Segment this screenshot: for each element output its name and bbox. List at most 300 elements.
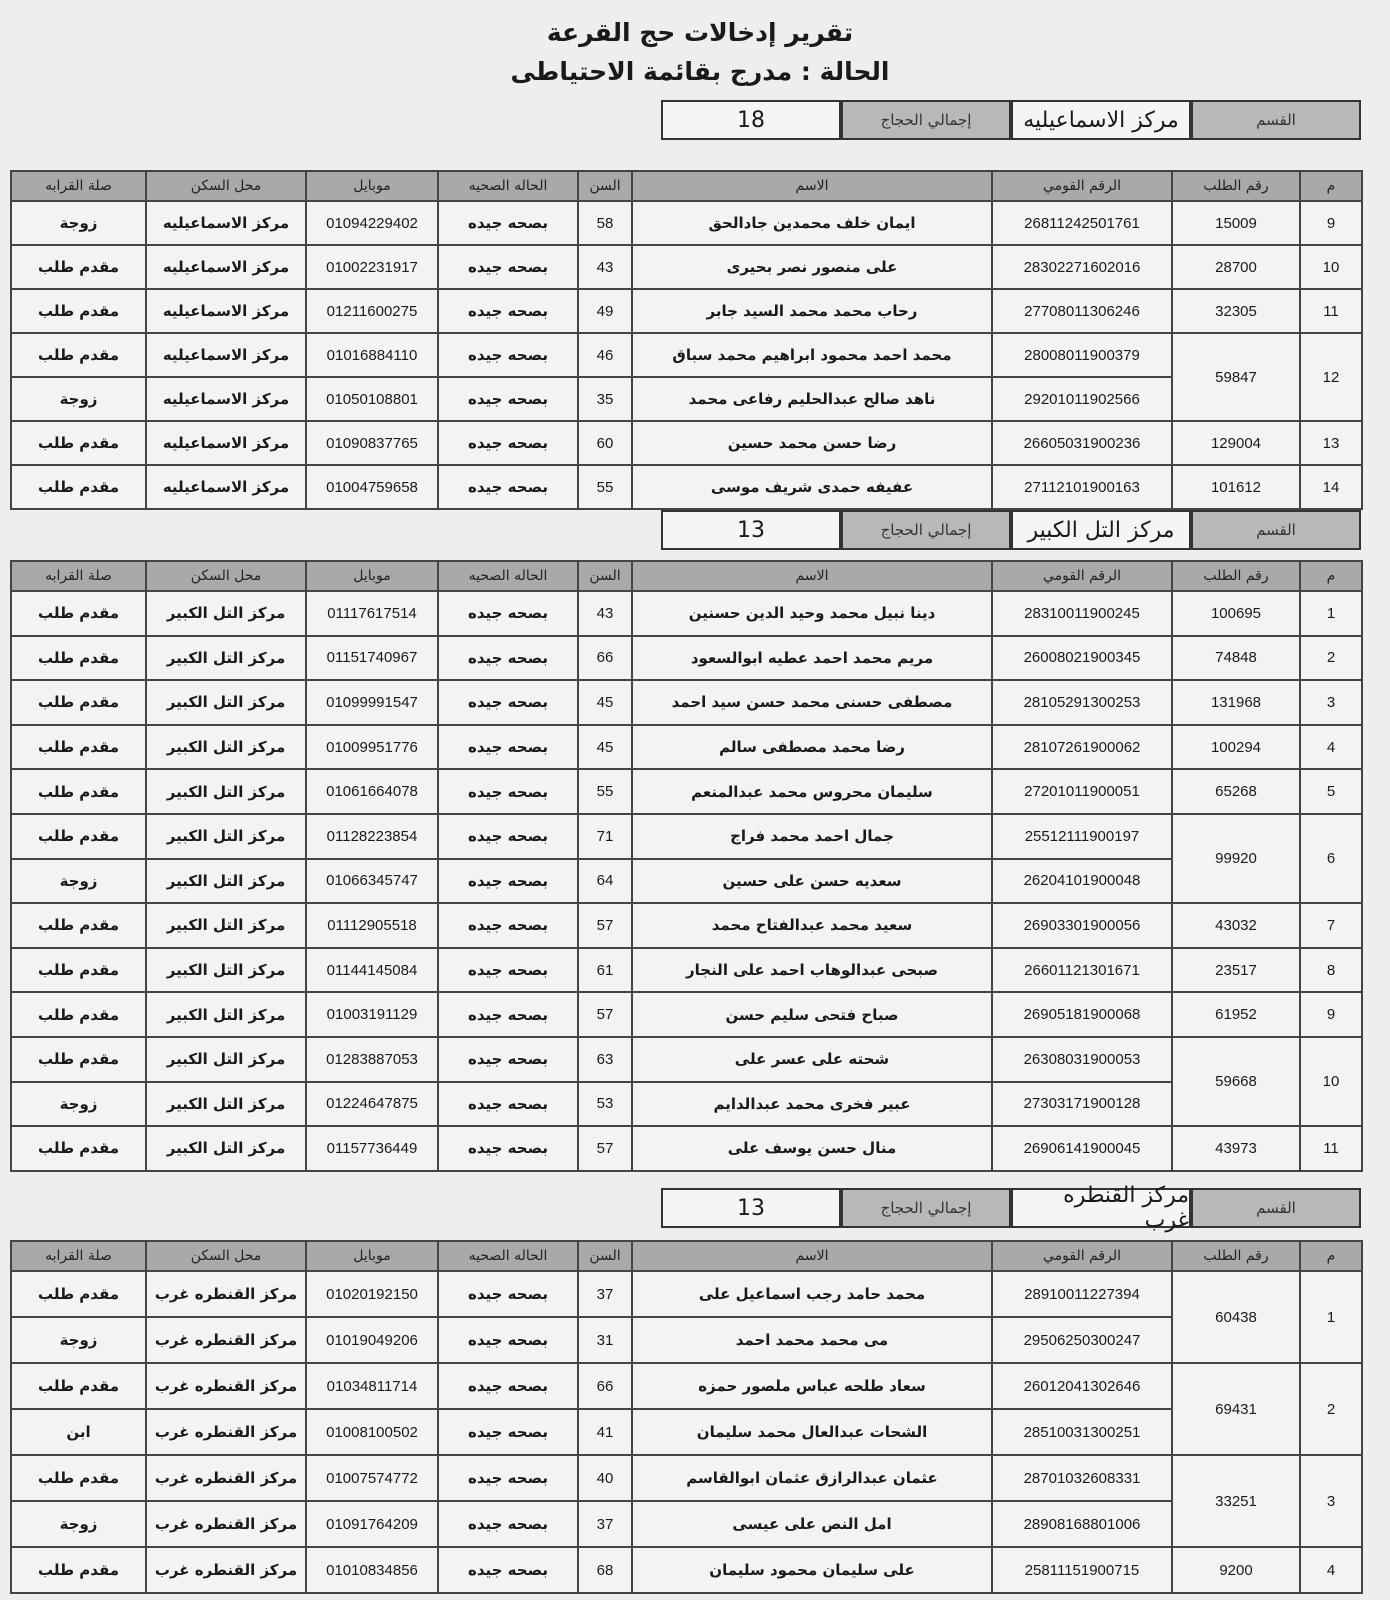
column-header: موبايل xyxy=(306,1241,438,1271)
table-row xyxy=(11,859,1362,904)
column-header: رقم الطلب xyxy=(1172,171,1300,201)
table-row xyxy=(11,903,1362,948)
sequence-cell: 13 xyxy=(1300,421,1362,465)
total-label: إجمالي الحجاج xyxy=(841,510,1011,550)
residence-cell: مركز القنطره غرب xyxy=(146,1501,306,1547)
name-cell: ناهد صالح عبدالحليم رفاعى محمد xyxy=(632,377,992,421)
mobile-cell: 01007574772 xyxy=(306,1455,438,1501)
column-header: م xyxy=(1300,1241,1362,1271)
mobile-cell: 01117617514 xyxy=(306,591,438,636)
mobile-cell: 01144145084 xyxy=(306,948,438,993)
national-id-cell: 29201011902566 xyxy=(992,377,1172,421)
column-header: الاسم xyxy=(632,561,992,591)
name-cell: الشحات عبدالعال محمد سليمان xyxy=(632,1409,992,1455)
relation-cell: ابن xyxy=(11,1409,146,1455)
mobile-cell: 01090837765 xyxy=(306,421,438,465)
table-row xyxy=(11,1409,1362,1455)
national-id-cell: 28008011900379 xyxy=(992,333,1172,377)
relation-cell: مقدم طلب xyxy=(11,1547,146,1593)
health-cell: بصحه جيده xyxy=(438,377,578,421)
mobile-cell: 01061664078 xyxy=(306,769,438,814)
residence-cell: مركز التل الكبير xyxy=(146,1082,306,1127)
national-id-cell: 28908168801006 xyxy=(992,1501,1172,1547)
request-number-cell: 101612 xyxy=(1172,465,1300,509)
mobile-cell: 01066345747 xyxy=(306,859,438,904)
section-label: القسم xyxy=(1191,1188,1361,1228)
column-header: السن xyxy=(578,561,632,591)
mobile-cell: 01020192150 xyxy=(306,1271,438,1317)
national-id-cell: 27112101900163 xyxy=(992,465,1172,509)
residence-cell: مركز التل الكبير xyxy=(146,948,306,993)
table-row xyxy=(11,591,1362,636)
health-cell: بصحه جيده xyxy=(438,636,578,681)
age-cell: 66 xyxy=(578,1363,632,1409)
mobile-cell: 01034811714 xyxy=(306,1363,438,1409)
residence-cell: مركز الاسماعيليه xyxy=(146,421,306,465)
name-cell: سليمان محروس محمد عبدالمنعم xyxy=(632,769,992,814)
request-number-cell: 59847 xyxy=(1172,333,1300,421)
sequence-cell: 9 xyxy=(1300,992,1362,1037)
health-cell: بصحه جيده xyxy=(438,1363,578,1409)
section-label: القسم xyxy=(1191,100,1361,140)
health-cell: بصحه جيده xyxy=(438,1082,578,1127)
age-cell: 58 xyxy=(578,201,632,245)
relation-cell: زوجة xyxy=(11,1317,146,1363)
relation-cell: مقدم طلب xyxy=(11,1271,146,1317)
sequence-cell: 1 xyxy=(1300,1271,1362,1363)
table-row xyxy=(11,1317,1362,1363)
request-number-cell: 100294 xyxy=(1172,725,1300,770)
name-cell: سعديه حسن على حسين xyxy=(632,859,992,904)
column-header: محل السكن xyxy=(146,561,306,591)
column-header: م xyxy=(1300,561,1362,591)
name-cell: مصطفى حسنى محمد حسن سيد احمد xyxy=(632,680,992,725)
mobile-cell: 01224647875 xyxy=(306,1082,438,1127)
national-id-cell: 26601121301671 xyxy=(992,948,1172,993)
mobile-cell: 01019049206 xyxy=(306,1317,438,1363)
table-row xyxy=(11,289,1362,333)
sequence-cell: 3 xyxy=(1300,1455,1362,1547)
age-cell: 63 xyxy=(578,1037,632,1082)
name-cell: سعاد طلحه عباس ملصور حمزه xyxy=(632,1363,992,1409)
mobile-cell: 01211600275 xyxy=(306,289,438,333)
table-row xyxy=(11,769,1362,814)
mobile-cell: 01003191129 xyxy=(306,992,438,1037)
section-header xyxy=(661,510,1361,552)
national-id-cell: 26204101900048 xyxy=(992,859,1172,904)
relation-cell: مقدم طلب xyxy=(11,421,146,465)
sequence-cell: 10 xyxy=(1300,1037,1362,1126)
header-row xyxy=(11,561,1362,591)
residence-cell: مركز الاسماعيليه xyxy=(146,289,306,333)
residence-cell: مركز الاسماعيليه xyxy=(146,465,306,509)
sequence-cell: 12 xyxy=(1300,333,1362,421)
sequence-cell: 7 xyxy=(1300,903,1362,948)
name-cell: صباح فتحى سليم حسن xyxy=(632,992,992,1037)
residence-cell: مركز الاسماعيليه xyxy=(146,201,306,245)
national-id-cell: 25811151900715 xyxy=(992,1547,1172,1593)
request-number-cell: 129004 xyxy=(1172,421,1300,465)
residence-cell: مركز القنطره غرب xyxy=(146,1409,306,1455)
relation-cell: مقدم طلب xyxy=(11,769,146,814)
residence-cell: مركز التل الكبير xyxy=(146,769,306,814)
column-header: رقم الطلب xyxy=(1172,1241,1300,1271)
sequence-cell: 11 xyxy=(1300,1126,1362,1171)
national-id-cell: 26905181900068 xyxy=(992,992,1172,1037)
table-row xyxy=(11,1455,1362,1501)
residence-cell: مركز التل الكبير xyxy=(146,859,306,904)
relation-cell: مقدم طلب xyxy=(11,992,146,1037)
relation-cell: مقدم طلب xyxy=(11,814,146,859)
column-header: صلة القرابه xyxy=(11,561,146,591)
health-cell: بصحه جيده xyxy=(438,725,578,770)
age-cell: 60 xyxy=(578,421,632,465)
mobile-cell: 01157736449 xyxy=(306,1126,438,1171)
relation-cell: زوجة xyxy=(11,859,146,904)
name-cell: مريم محمد احمد عطيه ابوالسعود xyxy=(632,636,992,681)
national-id-cell: 26903301900056 xyxy=(992,903,1172,948)
sequence-cell: 6 xyxy=(1300,814,1362,903)
request-number-cell: 69431 xyxy=(1172,1363,1300,1455)
column-header: الرقم القومي xyxy=(992,1241,1172,1271)
request-number-cell: 99920 xyxy=(1172,814,1300,903)
mobile-cell: 01016884110 xyxy=(306,333,438,377)
relation-cell: مقدم طلب xyxy=(11,1126,146,1171)
health-cell: بصحه جيده xyxy=(438,680,578,725)
health-cell: بصحه جيده xyxy=(438,289,578,333)
request-number-cell: 43032 xyxy=(1172,903,1300,948)
column-header: م xyxy=(1300,171,1362,201)
name-cell: ايمان خلف محمدين جادالحق xyxy=(632,201,992,245)
relation-cell: مقدم طلب xyxy=(11,948,146,993)
age-cell: 46 xyxy=(578,333,632,377)
sequence-cell: 8 xyxy=(1300,948,1362,993)
age-cell: 57 xyxy=(578,1126,632,1171)
age-cell: 45 xyxy=(578,680,632,725)
sequence-cell: 4 xyxy=(1300,725,1362,770)
column-header: الحاله الصحيه xyxy=(438,1241,578,1271)
health-cell: بصحه جيده xyxy=(438,1271,578,1317)
name-cell: مى محمد محمد احمد xyxy=(632,1317,992,1363)
table-row xyxy=(11,992,1362,1037)
health-cell: بصحه جيده xyxy=(438,1501,578,1547)
national-id-cell: 28107261900062 xyxy=(992,725,1172,770)
name-cell: شحته على عسر على xyxy=(632,1037,992,1082)
age-cell: 66 xyxy=(578,636,632,681)
health-cell: بصحه جيده xyxy=(438,245,578,289)
relation-cell: مقدم طلب xyxy=(11,636,146,681)
relation-cell: زوجة xyxy=(11,201,146,245)
national-id-cell: 28510031300251 xyxy=(992,1409,1172,1455)
mobile-cell: 01050108801 xyxy=(306,377,438,421)
mobile-cell: 01091764209 xyxy=(306,1501,438,1547)
relation-cell: مقدم طلب xyxy=(11,1037,146,1082)
table-row xyxy=(11,201,1362,245)
mobile-cell: 01094229402 xyxy=(306,201,438,245)
health-cell: بصحه جيده xyxy=(438,903,578,948)
column-header: الاسم xyxy=(632,1241,992,1271)
sequence-cell: 1 xyxy=(1300,591,1362,636)
mobile-cell: 01151740967 xyxy=(306,636,438,681)
name-cell: عفيفه حمدى شريف موسى xyxy=(632,465,992,509)
table-row xyxy=(11,725,1362,770)
health-cell: بصحه جيده xyxy=(438,992,578,1037)
section-header xyxy=(661,1183,1361,1233)
health-cell: بصحه جيده xyxy=(438,333,578,377)
section-label: القسم xyxy=(1191,510,1361,550)
age-cell: 35 xyxy=(578,377,632,421)
health-cell: بصحه جيده xyxy=(438,465,578,509)
age-cell: 55 xyxy=(578,769,632,814)
name-cell: عبير فخرى محمد عبدالدايم xyxy=(632,1082,992,1127)
age-cell: 57 xyxy=(578,992,632,1037)
health-cell: بصحه جيده xyxy=(438,421,578,465)
total-value: 18 xyxy=(661,100,841,140)
residence-cell: مركز القنطره غرب xyxy=(146,1363,306,1409)
name-cell: عثمان عبدالرازق عثمان ابوالقاسم xyxy=(632,1455,992,1501)
table-row xyxy=(11,680,1362,725)
request-number-cell: 43973 xyxy=(1172,1126,1300,1171)
relation-cell: زوجة xyxy=(11,1501,146,1547)
health-cell: بصحه جيده xyxy=(438,1547,578,1593)
age-cell: 64 xyxy=(578,859,632,904)
relation-cell: مقدم طلب xyxy=(11,465,146,509)
table-row xyxy=(11,1082,1362,1127)
column-header: الاسم xyxy=(632,171,992,201)
national-id-cell: 28105291300253 xyxy=(992,680,1172,725)
relation-cell: مقدم طلب xyxy=(11,680,146,725)
column-header: محل السكن xyxy=(146,171,306,201)
age-cell: 68 xyxy=(578,1547,632,1593)
section-table xyxy=(10,1240,1363,1594)
header-row xyxy=(11,1241,1362,1271)
table-row xyxy=(11,245,1362,289)
national-id-cell: 26012041302646 xyxy=(992,1363,1172,1409)
national-id-cell: 26906141900045 xyxy=(992,1126,1172,1171)
name-cell: سعيد محمد عبدالفتاح محمد xyxy=(632,903,992,948)
health-cell: بصحه جيده xyxy=(438,1126,578,1171)
residence-cell: مركز الاسماعيليه xyxy=(146,245,306,289)
name-cell: منال حسن يوسف على xyxy=(632,1126,992,1171)
report-title-block xyxy=(430,18,970,86)
age-cell: 41 xyxy=(578,1409,632,1455)
name-cell: على سليمان محمود سليمان xyxy=(632,1547,992,1593)
age-cell: 37 xyxy=(578,1271,632,1317)
age-cell: 71 xyxy=(578,814,632,859)
mobile-cell: 01010834856 xyxy=(306,1547,438,1593)
age-cell: 61 xyxy=(578,948,632,993)
relation-cell: مقدم طلب xyxy=(11,725,146,770)
relation-cell: زوجة xyxy=(11,1082,146,1127)
section-name: مركز التل الكبير xyxy=(1011,510,1191,550)
age-cell: 49 xyxy=(578,289,632,333)
residence-cell: مركز التل الكبير xyxy=(146,725,306,770)
age-cell: 40 xyxy=(578,1455,632,1501)
section-header xyxy=(661,100,1361,142)
mobile-cell: 01128223854 xyxy=(306,814,438,859)
residence-cell: مركز التل الكبير xyxy=(146,680,306,725)
table-row xyxy=(11,1037,1362,1082)
table-row xyxy=(11,1271,1362,1317)
sequence-cell: 2 xyxy=(1300,1363,1362,1455)
national-id-cell: 26811242501761 xyxy=(992,201,1172,245)
report-title: تقرير إدخالات حج القرعة xyxy=(546,18,854,47)
national-id-cell: 26605031900236 xyxy=(992,421,1172,465)
national-id-cell: 29506250300247 xyxy=(992,1317,1172,1363)
mobile-cell: 01009951776 xyxy=(306,725,438,770)
age-cell: 37 xyxy=(578,1501,632,1547)
table-row xyxy=(11,377,1362,421)
age-cell: 43 xyxy=(578,245,632,289)
request-number-cell: 32305 xyxy=(1172,289,1300,333)
relation-cell: مقدم طلب xyxy=(11,1363,146,1409)
sequence-cell: 9 xyxy=(1300,201,1362,245)
residence-cell: مركز التل الكبير xyxy=(146,1126,306,1171)
column-header: صلة القرابه xyxy=(11,171,146,201)
age-cell: 57 xyxy=(578,903,632,948)
header-row xyxy=(11,171,1362,201)
name-cell: دينا نبيل محمد وحيد الدين حسنين xyxy=(632,591,992,636)
national-id-cell: 28310011900245 xyxy=(992,591,1172,636)
health-cell: بصحه جيده xyxy=(438,1037,578,1082)
request-number-cell: 74848 xyxy=(1172,636,1300,681)
column-header: رقم الطلب xyxy=(1172,561,1300,591)
name-cell: صبحى عبدالوهاب احمد على النجار xyxy=(632,948,992,993)
health-cell: بصحه جيده xyxy=(438,769,578,814)
age-cell: 53 xyxy=(578,1082,632,1127)
name-cell: جمال احمد محمد فراج xyxy=(632,814,992,859)
health-cell: بصحه جيده xyxy=(438,859,578,904)
request-number-cell: 28700 xyxy=(1172,245,1300,289)
mobile-cell: 01283887053 xyxy=(306,1037,438,1082)
column-header: الرقم القومي xyxy=(992,561,1172,591)
national-id-cell: 28910011227394 xyxy=(992,1271,1172,1317)
relation-cell: زوجة xyxy=(11,377,146,421)
name-cell: على منصور نصر بحيرى xyxy=(632,245,992,289)
section-table xyxy=(10,170,1363,510)
name-cell: رحاب محمد محمد السيد جابر xyxy=(632,289,992,333)
relation-cell: مقدم طلب xyxy=(11,245,146,289)
table-row xyxy=(11,814,1362,859)
request-number-cell: 15009 xyxy=(1172,201,1300,245)
report-status: الحالة : مدرج بقائمة الاحتياطى xyxy=(510,57,890,86)
column-header: السن xyxy=(578,1241,632,1271)
age-cell: 45 xyxy=(578,725,632,770)
request-number-cell: 61952 xyxy=(1172,992,1300,1037)
national-id-cell: 26308031900053 xyxy=(992,1037,1172,1082)
relation-cell: مقدم طلب xyxy=(11,333,146,377)
sequence-cell: 10 xyxy=(1300,245,1362,289)
table-row xyxy=(11,1501,1362,1547)
relation-cell: مقدم طلب xyxy=(11,591,146,636)
mobile-cell: 01112905518 xyxy=(306,903,438,948)
residence-cell: مركز التل الكبير xyxy=(146,992,306,1037)
sequence-cell: 11 xyxy=(1300,289,1362,333)
section-name: مركز الاسماعيليه xyxy=(1011,100,1191,140)
request-number-cell: 131968 xyxy=(1172,680,1300,725)
name-cell: امل النص على عيسى xyxy=(632,1501,992,1547)
table-row xyxy=(11,1363,1362,1409)
request-number-cell: 33251 xyxy=(1172,1455,1300,1547)
relation-cell: مقدم طلب xyxy=(11,289,146,333)
health-cell: بصحه جيده xyxy=(438,1317,578,1363)
national-id-cell: 26008021900345 xyxy=(992,636,1172,681)
column-header: محل السكن xyxy=(146,1241,306,1271)
column-header: صلة القرابه xyxy=(11,1241,146,1271)
residence-cell: مركز التل الكبير xyxy=(146,1037,306,1082)
request-number-cell: 60438 xyxy=(1172,1271,1300,1363)
sequence-cell: 14 xyxy=(1300,465,1362,509)
mobile-cell: 01004759658 xyxy=(306,465,438,509)
residence-cell: مركز القنطره غرب xyxy=(146,1317,306,1363)
age-cell: 55 xyxy=(578,465,632,509)
table-row xyxy=(11,421,1362,465)
residence-cell: مركز القنطره غرب xyxy=(146,1455,306,1501)
total-label: إجمالي الحجاج xyxy=(841,1188,1011,1228)
health-cell: بصحه جيده xyxy=(438,591,578,636)
health-cell: بصحه جيده xyxy=(438,814,578,859)
total-value: 13 xyxy=(661,1188,841,1228)
name-cell: محمد احمد محمود ابراهيم محمد سباق xyxy=(632,333,992,377)
residence-cell: مركز الاسماعيليه xyxy=(146,377,306,421)
national-id-cell: 25512111900197 xyxy=(992,814,1172,859)
age-cell: 43 xyxy=(578,591,632,636)
health-cell: بصحه جيده xyxy=(438,201,578,245)
section-table xyxy=(10,560,1363,1172)
national-id-cell: 27303171900128 xyxy=(992,1082,1172,1127)
residence-cell: مركز التل الكبير xyxy=(146,814,306,859)
residence-cell: مركز الاسماعيليه xyxy=(146,333,306,377)
name-cell: محمد حامد رجب اسماعيل على xyxy=(632,1271,992,1317)
name-cell: رضا محمد مصطفى سالم xyxy=(632,725,992,770)
age-cell: 31 xyxy=(578,1317,632,1363)
national-id-cell: 28701032608331 xyxy=(992,1455,1172,1501)
request-number-cell: 59668 xyxy=(1172,1037,1300,1126)
request-number-cell: 65268 xyxy=(1172,769,1300,814)
health-cell: بصحه جيده xyxy=(438,1455,578,1501)
table-row xyxy=(11,636,1362,681)
sequence-cell: 4 xyxy=(1300,1547,1362,1593)
mobile-cell: 01008100502 xyxy=(306,1409,438,1455)
residence-cell: مركز التل الكبير xyxy=(146,636,306,681)
sequence-cell: 2 xyxy=(1300,636,1362,681)
name-cell: رضا حسن محمد حسين xyxy=(632,421,992,465)
column-header: الرقم القومي xyxy=(992,171,1172,201)
table-row xyxy=(11,1547,1362,1593)
request-number-cell: 100695 xyxy=(1172,591,1300,636)
residence-cell: مركز القنطره غرب xyxy=(146,1271,306,1317)
column-header: الحاله الصحيه xyxy=(438,561,578,591)
total-value: 13 xyxy=(661,510,841,550)
column-header: السن xyxy=(578,171,632,201)
request-number-cell: 9200 xyxy=(1172,1547,1300,1593)
residence-cell: مركز القنطره غرب xyxy=(146,1547,306,1593)
residence-cell: مركز التل الكبير xyxy=(146,591,306,636)
sequence-cell: 3 xyxy=(1300,680,1362,725)
national-id-cell: 28302271602016 xyxy=(992,245,1172,289)
table-row xyxy=(11,333,1362,377)
request-number-cell: 23517 xyxy=(1172,948,1300,993)
residence-cell: مركز التل الكبير xyxy=(146,903,306,948)
relation-cell: مقدم طلب xyxy=(11,1455,146,1501)
table-row xyxy=(11,948,1362,993)
column-header: موبايل xyxy=(306,561,438,591)
mobile-cell: 01002231917 xyxy=(306,245,438,289)
section-name: مركز القنطره غرب xyxy=(1011,1188,1191,1228)
table-row xyxy=(11,465,1362,509)
relation-cell: مقدم طلب xyxy=(11,903,146,948)
mobile-cell: 01099991547 xyxy=(306,680,438,725)
